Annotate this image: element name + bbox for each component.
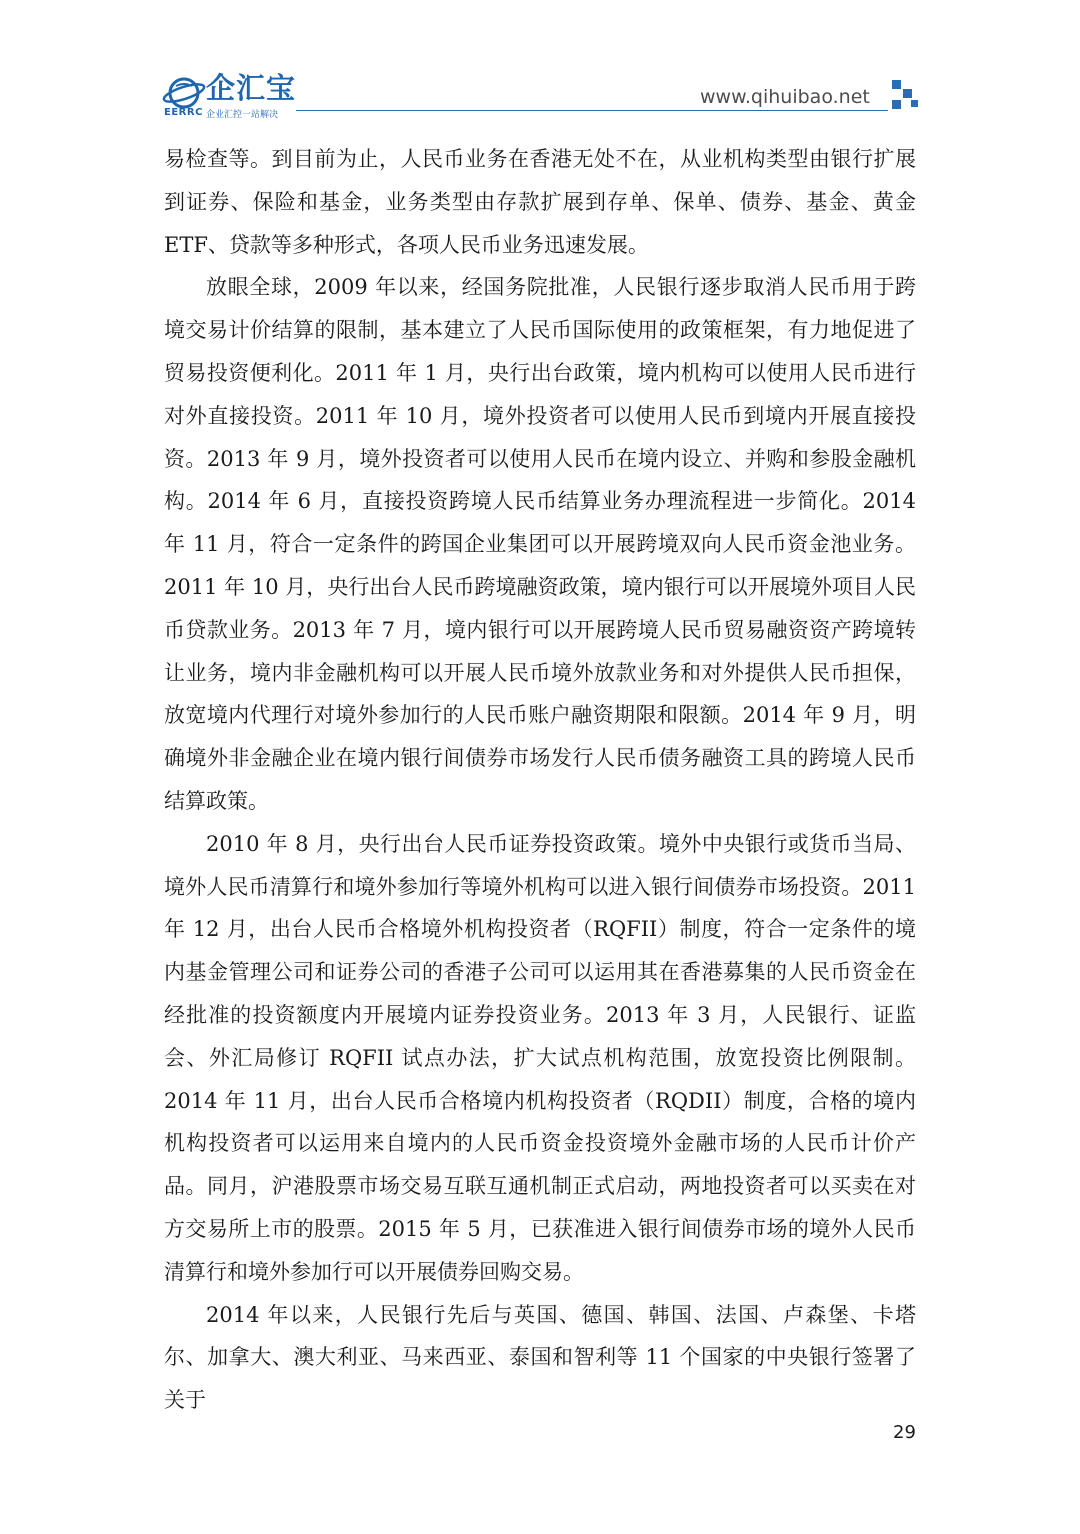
paragraph: 2010 年 8 月，央行出台人民币证券投资政策。境外中央银行或货币当局、境外人民币清算行和境外参加行等境外机构可以进入银行间债券市场投资。2011 年 12 月，出台人民币合格境外机构投资者（RQFII）制度，符合一定条件的境内基金管理公司和证券公司的香港子公司可以运用其在香港募集的人民币资金在经批准的投资额度内开展境内证券投资业务。2013 年 3 月，人民银行、证监会、外汇局修订 RQFII 试点办法，扩大试点机构范围，放宽投资比例限制。2014 年 11 月，出台人民币合格境内机构投资者（RQDII）制度，合格的境内机构投资者可以运用来自境内的人民币资金投资境外金融市场的人民币计价产品。同月，沪港股票市场交易互联互通机制正式启动，两地投资者可以买卖在对方交易所上市的股票。2015 年 5 月，已获准进入银行间债券市场的境外人民币清算行和境外参加行可以开展债券回购交易。: [164, 831, 916, 1284]
logo-english: EERRC: [164, 107, 203, 118]
logo-tagline: 企业汇控一站解决: [206, 110, 279, 120]
site-url: www.qihuibao.net: [700, 86, 870, 108]
logo-wordmark: 企汇宝: [206, 71, 297, 105]
page-number: 29: [893, 1422, 916, 1443]
body-text: [164, 138, 916, 1422]
header-divider: [296, 110, 888, 111]
paragraph: 易检查等。到目前为止，人民币业务在香港无处不在，从业机构类型由银行扩展到证券、保险和基金，业务类型由存款扩展到存单、保单、债券、基金、黄金 ETF、贷款等多种形式，各项人民币业务迅速发展。: [164, 147, 916, 257]
paragraph: 放眼全球，2009 年以来，经国务院批准，人民银行逐步取消人民币用于跨境交易计价结算的限制，基本建立了人民币国际使用的政策框架，有力地促进了贸易投资便利化。2011 年 1 月，央行出台政策，境内机构可以使用人民币进行对外直接投资。2011 年 10 月，境外投资者可以使用人民币到境内开展直接投资。2013 年 9 月，境外投资者可以使用人民币在境内设立、并购和参股金融机构。2014 年 6 月，直接投资跨境人民币结算业务办理流程进一步简化。2014 年 11 月，符合一定条件的跨国企业集团可以开展跨境双向人民币资金池业务。2011 年 10 月，央行出台人民币跨境融资政策，境内银行可以开展境外项目人民币贷款业务。2013 年 7 月，境内银行可以开展跨境人民币贸易融资资产跨境转让业务，境内非金融机构可以开展人民币境外放款业务和对外提供人民币担保，放宽境内代理行对境外参加行的人民币账户融资期限和限额。2014 年 9 月，明确境外非金融企业在境内银行间债券市场发行人民币债务融资工具的跨境人民币结算政策。: [164, 275, 916, 813]
paragraph: 2014 年以来，人民银行先后与英国、德国、韩国、法国、卢森堡、卡塔尔、加拿大、澳大利亚、马来西亚、泰国和智利等 11 个国家的中央银行签署了关于: [164, 1302, 916, 1413]
corner-squares-icon: [892, 80, 920, 110]
page-header: [0, 0, 1080, 130]
